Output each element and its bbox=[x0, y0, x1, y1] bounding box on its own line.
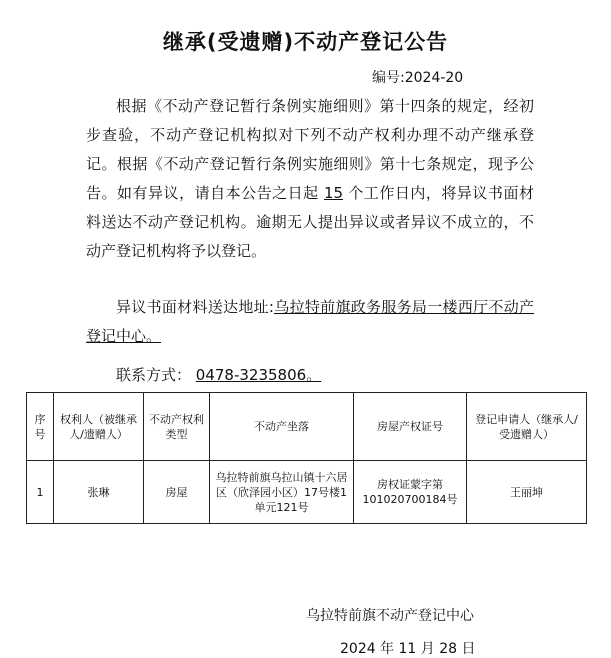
cell-certificate-no: 房权证蒙字第101020700184号 bbox=[354, 461, 467, 524]
header-applicant: 登记申请人（继承人/受遗赠人） bbox=[467, 393, 587, 461]
contact-line bbox=[116, 364, 321, 385]
issue-date: 2024 年 11 月 28 日 bbox=[340, 641, 476, 657]
document-number bbox=[372, 67, 463, 87]
header-location: 不动产坐落 bbox=[210, 393, 354, 461]
paragraph-text-end: 个工作日内，将异议书面材料送达不动产登记机构。逾期无人提出异议或者异议不成立的，不动产登记机构将予以登记。 bbox=[86, 184, 534, 260]
header-certificate-no: 房屋产权证号 bbox=[354, 393, 467, 461]
contact-phone: 0478-3235806。 bbox=[195, 366, 322, 384]
cell-right-holder: 张琳 bbox=[54, 461, 144, 524]
contact-label: 联系方式： bbox=[116, 366, 192, 384]
paragraph-text-start: 根据《不动产登记暂行条例实施细则》第十四条的规定，经初步查验，不动产登记机构拟对下列不动产权利办理不动产继承登记。根据《不动产登记暂行条例实施细则》第十七条规定，现予公告。如有异议，请自本公告之日起 bbox=[86, 97, 534, 202]
address-value: 乌拉特前旗政务服务局一楼西厅不动产登记中心。 bbox=[86, 298, 534, 345]
paragraph-legal-basis bbox=[86, 92, 534, 266]
objection-days: 15 bbox=[323, 184, 344, 202]
cell-serial: 1 bbox=[27, 461, 54, 524]
doc-no-value: 2024-20 bbox=[404, 70, 464, 86]
header-right-type: 不动产权利类型 bbox=[144, 393, 210, 461]
header-serial: 序号 bbox=[27, 393, 54, 461]
address-label: 异议书面材料送达地址: bbox=[116, 298, 274, 316]
notice-title: 继承(受遗赠)不动产登记公告 bbox=[162, 30, 449, 54]
cell-right-type: 房屋 bbox=[144, 461, 210, 524]
property-table bbox=[26, 392, 587, 524]
doc-no-label: 编号: bbox=[372, 70, 405, 86]
header-right-holder: 权利人（被继承人/遗赠人） bbox=[54, 393, 144, 461]
issuing-organization: 乌拉特前旗不动产登记中心 bbox=[306, 608, 474, 624]
cell-location: 乌拉特前旗乌拉山镇十六居区（欣泽园小区）17号楼1单元121号 bbox=[210, 461, 354, 524]
table-row bbox=[27, 461, 587, 524]
cell-applicant: 王丽坤 bbox=[467, 461, 587, 524]
paragraph-address bbox=[86, 293, 534, 351]
table-header-row bbox=[27, 393, 587, 461]
